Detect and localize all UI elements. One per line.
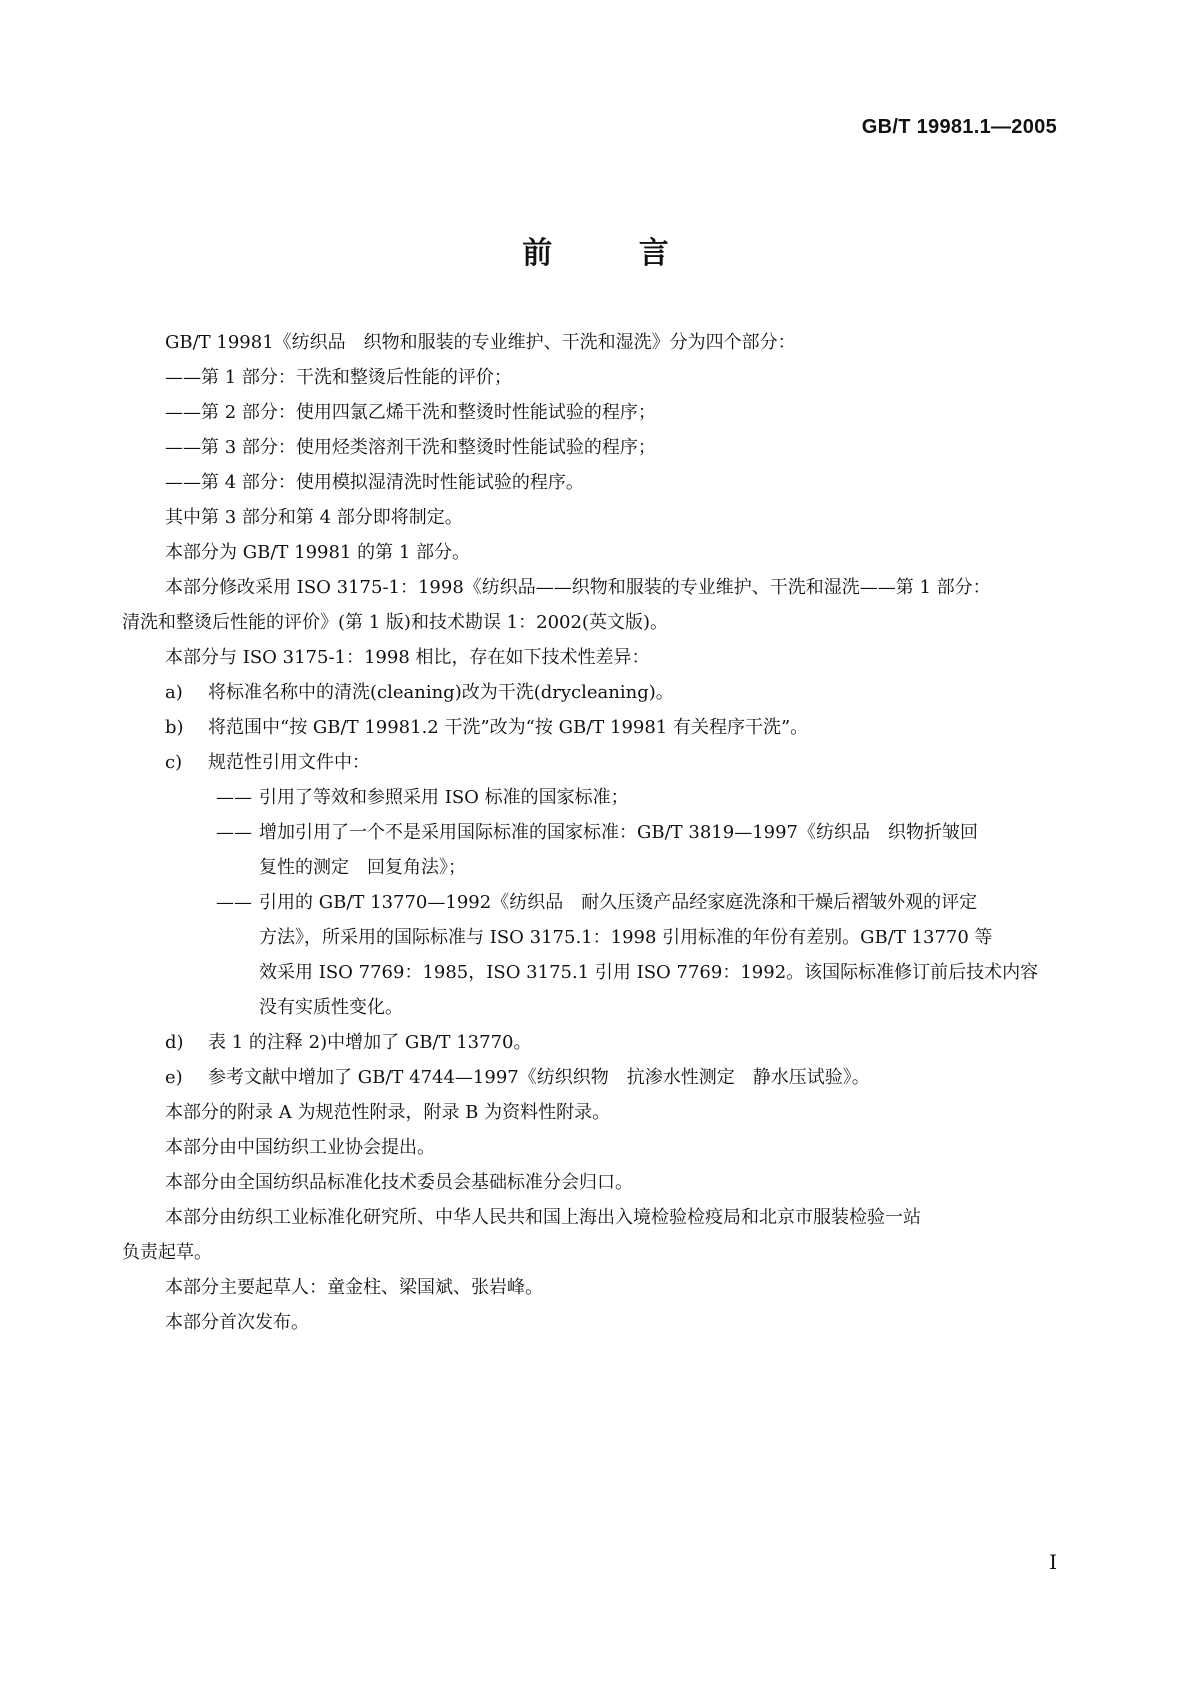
list-item-text: 表 1 的注释 2)中增加了 GB/T 13770。 bbox=[208, 1032, 532, 1053]
standard-code: GB/T 19981.1—2005 bbox=[861, 116, 1057, 138]
paragraph-adoption-line-1: 本部分修改采用 ISO 3175-1：1998《纺织品——织物和服装的专业维护、干洗和湿洗——第 1 部分： bbox=[165, 577, 991, 598]
list-item-b bbox=[122, 710, 1057, 745]
page-number: I bbox=[1049, 1550, 1057, 1574]
list-item-d bbox=[122, 1025, 1057, 1060]
sub-list-text: 没有实质性变化。 bbox=[259, 997, 403, 1018]
list-item-text: 规范性引用文件中： bbox=[208, 752, 370, 773]
sub-list-text: 引用了等效和参照采用 ISO 标准的国家标准； bbox=[259, 787, 629, 808]
paragraph-proposer: 本部分由中国纺织工业协会提出。 bbox=[165, 1137, 435, 1158]
paragraph-drafting-org-line-2: 负责起草。 bbox=[122, 1242, 212, 1263]
list-marker: e) bbox=[165, 1067, 183, 1088]
list-item-e bbox=[122, 1060, 1057, 1095]
list-marker: d) bbox=[165, 1032, 184, 1053]
paragraph-drafters: 本部分主要起草人：童金柱、梁国斌、张岩峰。 bbox=[165, 1277, 543, 1298]
list-item-text: 将范围中“按 GB/T 19981.2 干洗”改为“按 GB/T 19981 有关程序干洗”。 bbox=[208, 717, 809, 738]
paragraph-adoption-line-2: 清洗和整烫后性能的评价》(第 1 版)和技术勘误 1：2002(英文版)。 bbox=[122, 612, 668, 633]
document-body bbox=[122, 325, 1057, 1340]
list-marker: b) bbox=[165, 717, 184, 738]
paragraph-annexes: 本部分的附录 A 为规范性附录，附录 B 为资料性附录。 bbox=[165, 1102, 611, 1123]
page-title: 前 言 bbox=[522, 236, 707, 271]
list-item-a bbox=[122, 675, 1057, 710]
sub-list-text: 复性的测定 回复角法》； bbox=[259, 857, 466, 878]
sub-list-dash: —— bbox=[216, 787, 252, 808]
list-item-part-3: ——第 3 部分：使用烃类溶剂干洗和整烫时性能试验的程序； bbox=[165, 437, 656, 458]
sub-list-dash: —— bbox=[216, 822, 252, 843]
paragraph-responsible-committee: 本部分由全国纺织品标准化技术委员会基础标准分会归口。 bbox=[165, 1172, 633, 1193]
sub-list-text: 方法》，所采用的国际标准与 ISO 3175.1：1998 引用标准的年份有差别。GB/T 13770 等 bbox=[259, 927, 993, 948]
sub-list-text: 效采用 ISO 7769：1985，ISO 3175.1 引用 ISO 7769：1992。该国际标准修订前后技术内容 bbox=[259, 962, 1039, 983]
paragraph-drafting-org-line-1: 本部分由纺织工业标准化研究所、中华人民共和国上海出入境检验检疫局和北京市服装检验一站 bbox=[165, 1207, 921, 1228]
sub-list-item bbox=[216, 885, 1057, 1025]
list-item-part-4: ——第 4 部分：使用模拟湿清洗时性能试验的程序。 bbox=[165, 472, 584, 493]
list-item-text: 参考文献中增加了 GB/T 4744—1997《纺织织物 抗渗水性测定 静水压试验》。 bbox=[208, 1067, 870, 1088]
sub-list-item bbox=[216, 780, 1057, 815]
sub-list-item bbox=[216, 815, 1057, 885]
list-item-part-2: ——第 2 部分：使用四氯乙烯干洗和整烫时性能试验的程序； bbox=[165, 402, 656, 423]
paragraph-first-release: 本部分首次发布。 bbox=[165, 1312, 309, 1333]
sub-list-dash: —— bbox=[216, 892, 252, 913]
paragraph-intro: GB/T 19981《纺织品 织物和服装的专业维护、干洗和湿洗》分为四个部分： bbox=[165, 332, 796, 353]
sub-list-text: 增加引用了一个不是采用国际标准的国家标准：GB/T 3819—1997《纺织品 织物折皱回 bbox=[259, 822, 979, 843]
sub-list-c bbox=[122, 780, 1057, 1025]
list-item-c bbox=[122, 745, 1057, 780]
sub-list-text: 引用的 GB/T 13770—1992《纺织品 耐久压烫产品经家庭洗涤和干燥后褶皱外观的评定 bbox=[259, 892, 978, 913]
list-item-text: 将标准名称中的清洗(cleaning)改为干洗(drycleaning)。 bbox=[208, 682, 674, 703]
paragraph-part-1-statement: 本部分为 GB/T 19981 的第 1 部分。 bbox=[165, 542, 470, 563]
paragraph-differences-intro: 本部分与 ISO 3175-1：1998 相比，存在如下技术性差异： bbox=[165, 647, 650, 668]
paragraph-upcoming-parts: 其中第 3 部分和第 4 部分即将制定。 bbox=[165, 507, 463, 528]
list-item-part-1: ——第 1 部分：干洗和整烫后性能的评价； bbox=[165, 367, 512, 388]
list-marker: c) bbox=[165, 752, 183, 773]
list-marker: a) bbox=[165, 682, 183, 703]
